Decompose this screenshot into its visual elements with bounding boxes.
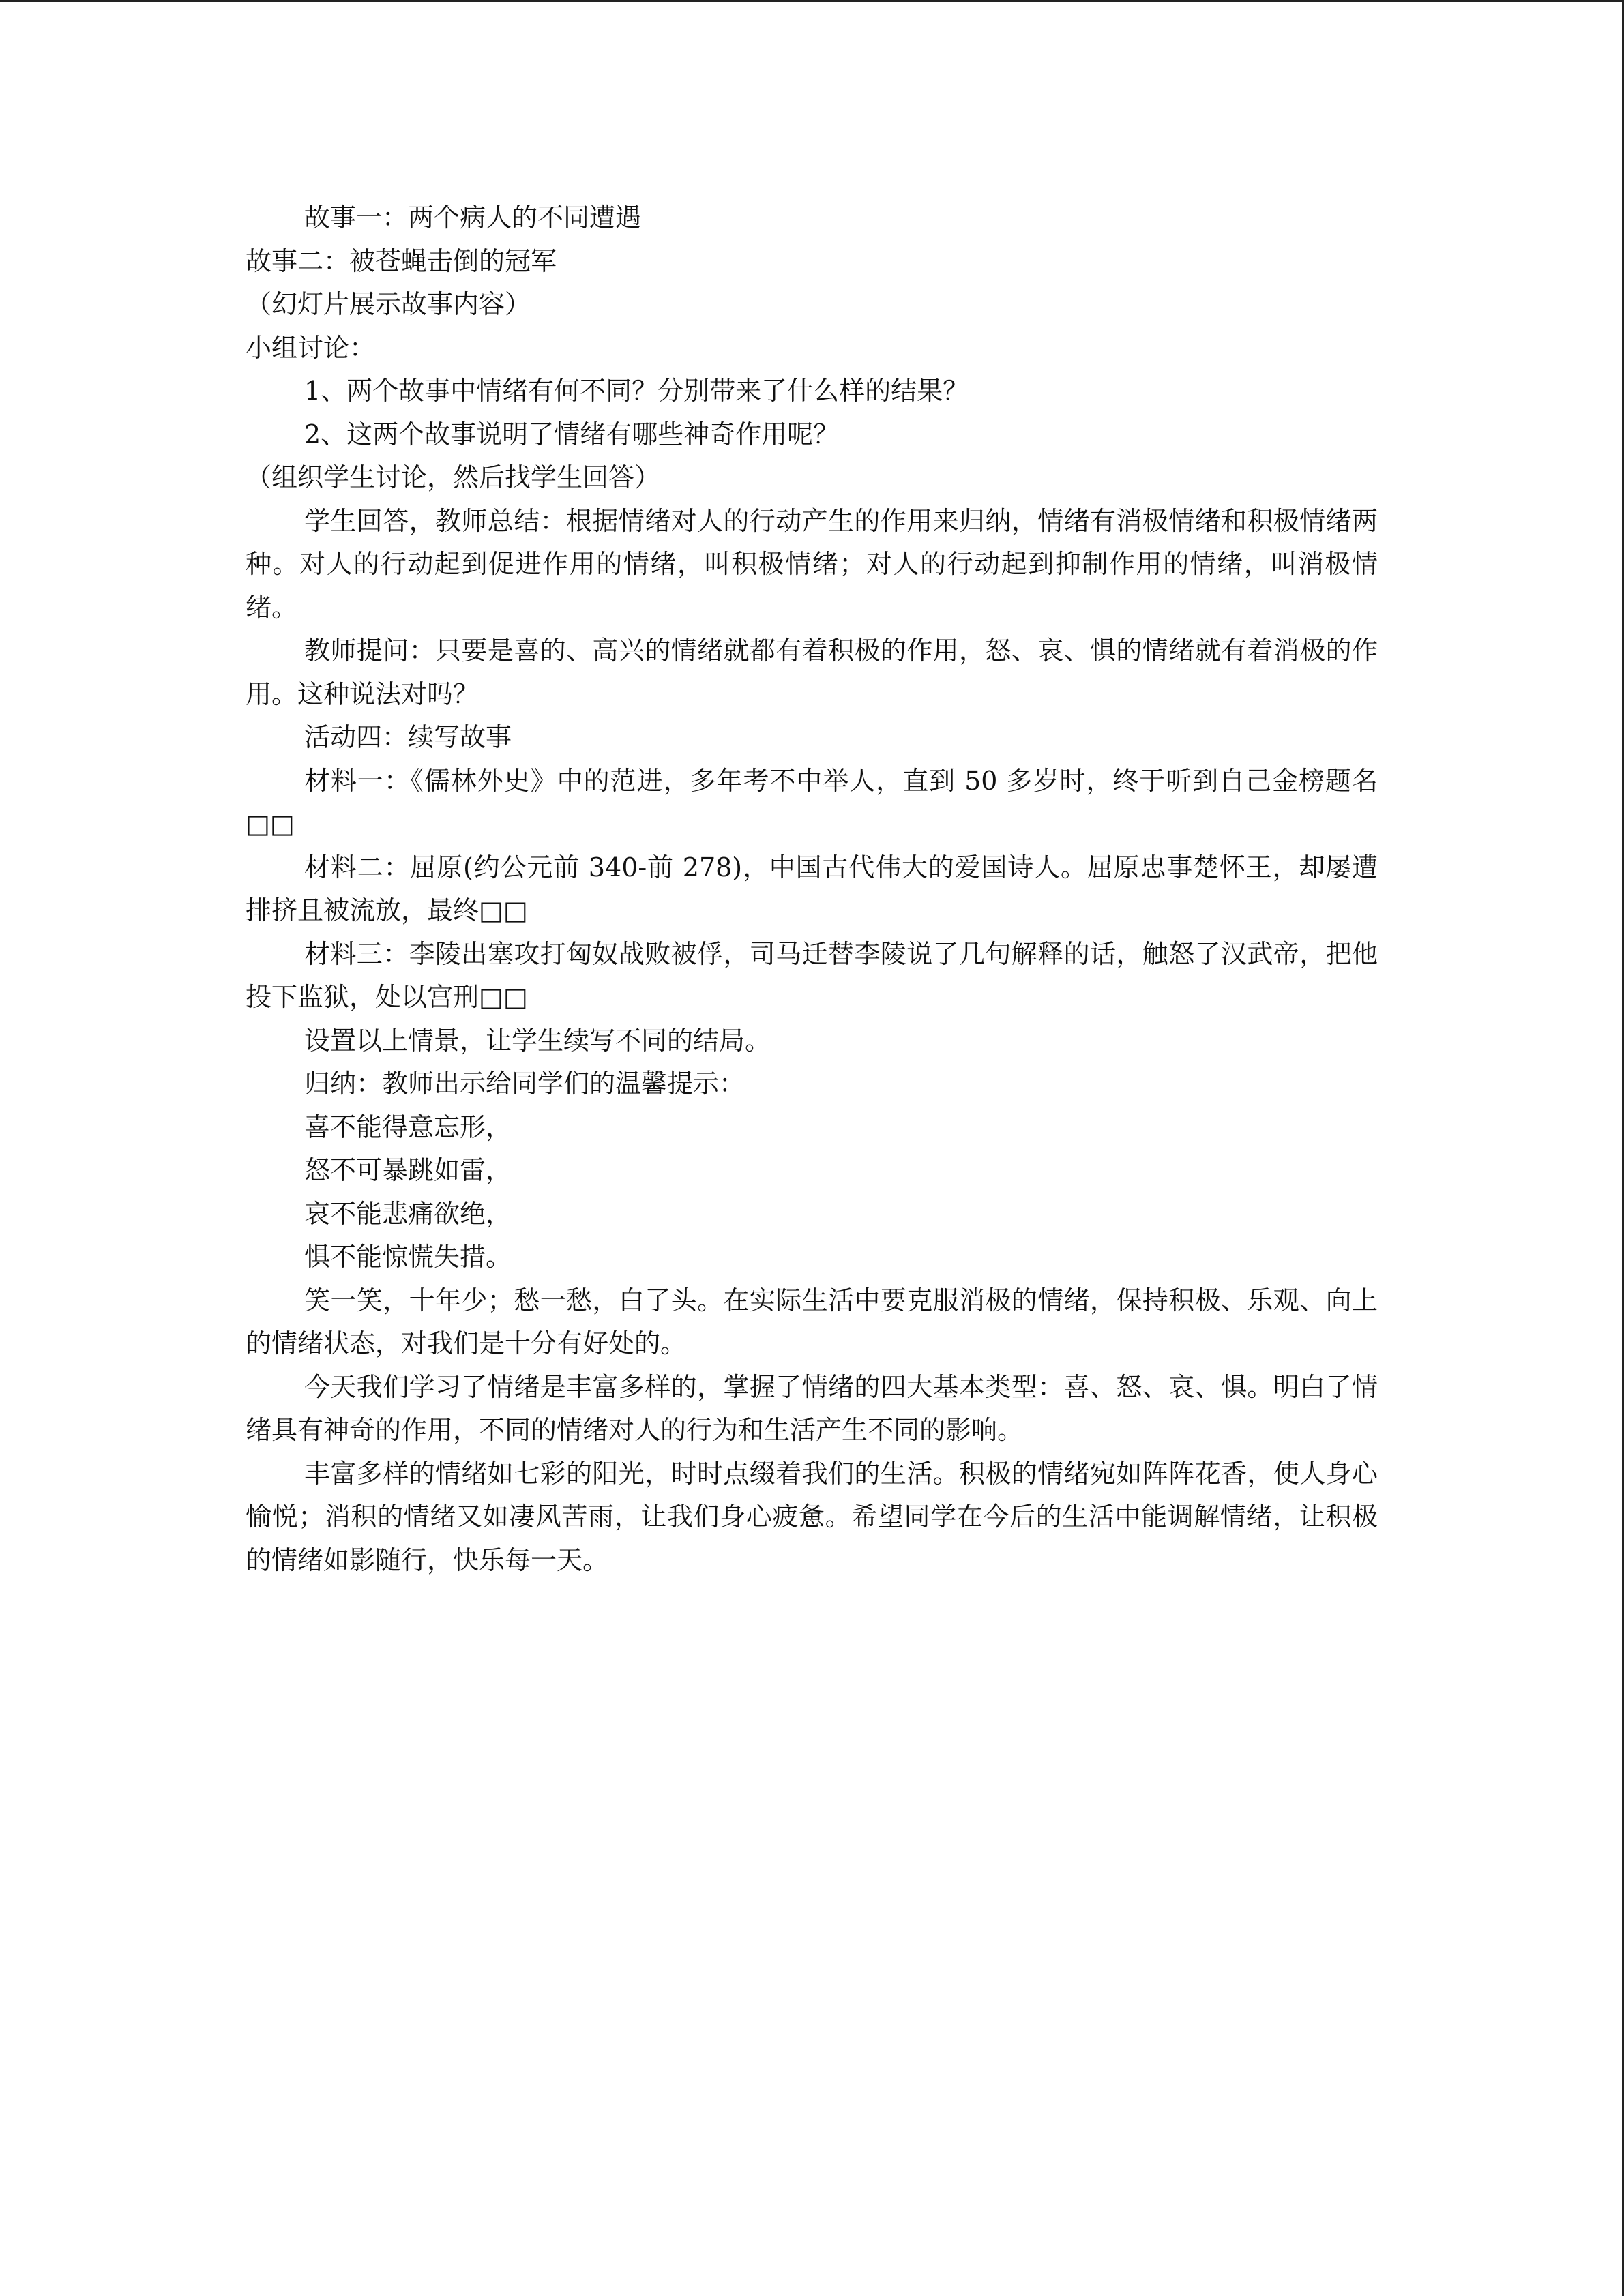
paragraph-story-two: 故事二：被苍蝇击倒的冠军: [246, 245, 557, 276]
page-top-border: [0, 0, 1624, 2]
paragraph-organize-note: （组织学生讨论，然后找学生回答）: [246, 462, 661, 492]
paragraph-story-one: 故事一：两个病人的不同遭遇: [304, 203, 642, 233]
paragraph-tip-sorrow: 哀不能悲痛欲绝，: [304, 1198, 512, 1229]
paragraph-closing: 丰富多样的情绪如七彩的阳光，时时点缀着我们的生活。积极的情绪宛如阵阵花香，使人身心愉悦；消积的情绪又如凄风苦雨，让我们身心疲惫。希望同学在今后的生活中能调解情绪，让积极的情绪如影随行，快乐每一天。: [246, 1458, 1378, 1575]
paragraph-tip-anger: 怒不可暴跳如雷，: [304, 1155, 512, 1185]
paragraph-question-1: 1、两个故事中情绪有何不同？分别带来了什么样的结果？: [304, 376, 969, 406]
paragraph-teacher-summary: 学生回答，教师总结：根据情绪对人的行动产生的作用来归纳，情绪有消极情绪和积极情绪两种。对人的行动起到促进作用的情绪，叫积极情绪；对人的行动起到抑制作用的情绪，叫消极情绪。: [246, 505, 1378, 623]
paragraph-slide-note: （幻灯片展示故事内容）: [246, 289, 531, 319]
paragraph-material-two: 材料二：屈原(约公元前 340-前 278)，中国古代伟大的爱国诗人。屈原忠事楚怀王，却屡遭排挤且被流放，最终□□: [246, 852, 1378, 925]
paragraph-group-discussion: 小组讨论：: [246, 332, 376, 363]
paragraph-summary-tips: 归纳：教师出示给同学们的温馨提示：: [304, 1069, 745, 1099]
paragraph-question-2: 2、这两个故事说明了情绪有哪些神奇作用呢？: [304, 419, 840, 449]
paragraph-activity-four: 活动四：续写故事: [304, 722, 512, 752]
paragraph-material-one: 材料一：《儒林外史》中的范进，多年考不中举人，直到 50 多岁时，终于听到自己金榜题名□□: [246, 765, 1378, 839]
paragraph-scenario-setup: 设置以上情景，让学生续写不同的结局。: [304, 1025, 771, 1056]
paragraph-smile-proverb: 笑一笑，十年少；愁一愁，白了头。在实际生活中要克服消极的情绪，保持积极、乐观、向上的情绪状态，对我们是十分有好处的。: [246, 1285, 1378, 1358]
paragraph-today-learned: 今天我们学习了情绪是丰富多样的，掌握了情绪的四大基本类型：喜、怒、哀、惧。明白了情绪具有神奇的作用，不同的情绪对人的行为和生活产生不同的影响。: [246, 1371, 1378, 1445]
paragraph-teacher-question: 教师提问：只要是喜的、高兴的情绪就都有着积极的作用，怒、哀、惧的情绪就有着消极的作用。这种说法对吗？: [246, 636, 1378, 709]
paragraph-tip-fear: 惧不能惊慌失措。: [304, 1242, 512, 1272]
document-body: [246, 196, 1378, 1582]
paragraph-tip-joy: 喜不能得意忘形，: [304, 1112, 512, 1142]
paragraph-material-three: 材料三：李陵出塞攻打匈奴战败被俘，司马迁替李陵说了几句解释的话，触怒了汉武帝，把他投下监狱，处以宫刑□□: [246, 938, 1378, 1012]
